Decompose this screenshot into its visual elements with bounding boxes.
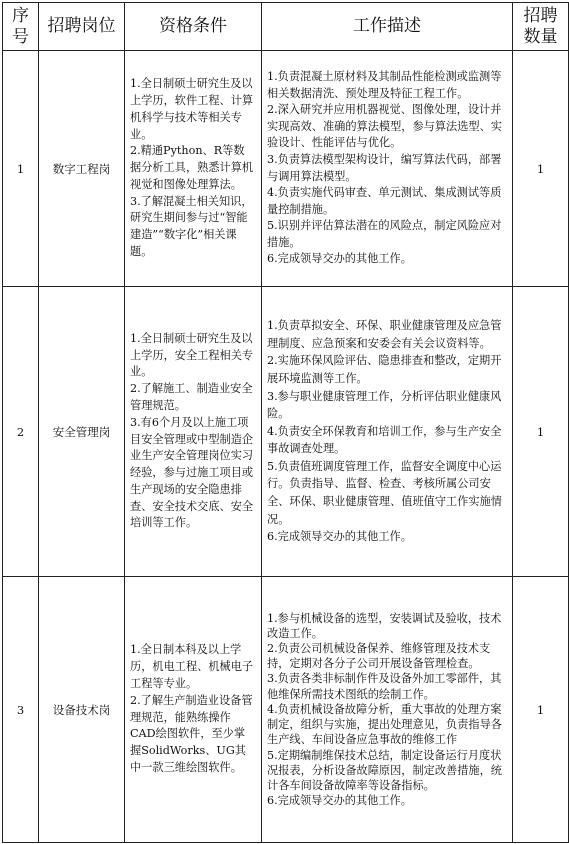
row-description <box>262 287 513 577</box>
qualification-item: 3.了解混凝土相关知识，研究生期间参与过“智能建造”“数字化”相关课题。 <box>130 194 253 259</box>
qualification-item: 2.了解生产制造业设备管理规范，能熟练操作CAD绘图软件，至少掌握SolidWorks、UG其中一款三维绘图软件。 <box>130 693 253 774</box>
row-description <box>262 577 513 843</box>
description-item: 5.负责值班调度管理工作，监督安全调度中心运行。负责指导、监督、检查、考核所属公司安全、环保、职业健康管理、值班值守工作实施情况。 <box>267 459 502 526</box>
description-item: 2.深入研究并应用机器视觉、图像处理，设计并实现高效、准确的算法模型，参与算法选型、实验设计、性能评估与优化。 <box>267 103 502 150</box>
description-item: 5.识别并评估算法潜在的风险点，制定风险应对措施。 <box>267 219 502 249</box>
qualification-item: 3.有6个月及以上施工项目安全管理或中型制造企业生产安全管理岗位实习经验，参与过施工项目或生产现场的安全隐患排查、安全技术交底、安全培训等工作。 <box>130 415 254 530</box>
description-item: 4.负责实施代码审查、单元测试、集成测试等质量控制措施。 <box>267 186 502 216</box>
table-row <box>3 51 569 287</box>
row-count: 1 <box>513 287 569 577</box>
header-qualifications: 资格条件 <box>125 3 262 51</box>
description-item: 2.负责公司机械设备保养、维修管理及技术支持，定期对各分子公司开展设备管理检查。 <box>267 642 491 671</box>
row-index: 1 <box>3 51 39 287</box>
row-qualifications <box>125 287 262 577</box>
header-count: 招聘 数量 <box>513 3 569 51</box>
qualification-item: 1.全日制硕士研究生及以上学历，软件工程、计算机科学与技术等相关专业。 <box>130 77 254 141</box>
header-row <box>3 3 569 51</box>
description-item: 4.负责机械设备故障分析，重大事故的处理方案制定，组织与实施，提出处理意见，负责指导各生产线、车间设备应急事故的维修工作 <box>267 702 502 747</box>
row-description <box>262 51 513 287</box>
row-index: 3 <box>3 577 39 843</box>
header-index: 序 号 <box>3 3 39 51</box>
description-item: 1.参与机械设备的选型，安装调试及验收，技术改造工作。 <box>267 611 502 640</box>
description-item: 6.完成领导交办的其他工作。 <box>267 530 412 544</box>
table-row <box>3 287 569 577</box>
description-item: 6.完成领导交办的其他工作。 <box>267 794 412 808</box>
row-qualifications <box>125 577 262 843</box>
description-item: 1.负责混凝土原材料及其制品性能检测或监测等相关数据清洗、预处理及特征工程工作。 <box>267 69 502 100</box>
description-item: 3.参与职业健康管理工作，分析评估职业健康风险。 <box>267 389 502 421</box>
qualification-item: 1.全日制本科及以上学历，机电工程、机械电子工程等专业。 <box>130 643 254 690</box>
row-count: 1 <box>513 577 569 843</box>
description-item: 3.负责各类非标制作件及设备外加工零部件，其他维保所需技术图纸的绘制工作。 <box>267 672 502 701</box>
header-description: 工作描述 <box>262 3 513 51</box>
description-item: 4.负责安全环保教育和培训工作，参与生产安全事故调查处理。 <box>267 424 502 456</box>
row-qualifications <box>125 51 262 287</box>
header-position: 招聘岗位 <box>39 3 125 51</box>
recruitment-table <box>2 2 569 843</box>
row-position: 安全管理岗 <box>39 287 125 577</box>
row-position: 设备技术岗 <box>39 577 125 843</box>
qualification-item: 1.全日制硕士研究生及以上学历，安全工程相关专业。 <box>130 331 254 379</box>
description-item: 6.完成领导交办的其他工作。 <box>267 252 412 266</box>
qualification-item: 2.精通Python、R等数据分析工具，熟悉计算机视觉和图像处理算法。 <box>130 144 254 191</box>
qualification-item: 2.了解施工、制造业安全管理规范。 <box>130 382 253 412</box>
row-count: 1 <box>513 51 569 287</box>
description-item: 5.定期编制维保技术总结，制定设备运行月度状况报表，分析设备故障原因，制定改善措施，统计各车间设备故障率等设备指标。 <box>267 748 502 792</box>
description-item: 2.实施环保风险评估、隐患排查和整改，定期开展环境监测等工作。 <box>267 354 502 385</box>
table-row <box>3 577 569 843</box>
row-position: 数字工程岗 <box>39 51 125 287</box>
description-item: 1.负责草拟安全、环保、职业健康管理及应急管理制度、应急预案和安委会有关会议资料等。 <box>267 319 502 350</box>
description-item: 3.负责算法模型架构设计，编写算法代码，部署与调用算法模型。 <box>267 152 502 183</box>
row-index: 2 <box>3 287 39 577</box>
